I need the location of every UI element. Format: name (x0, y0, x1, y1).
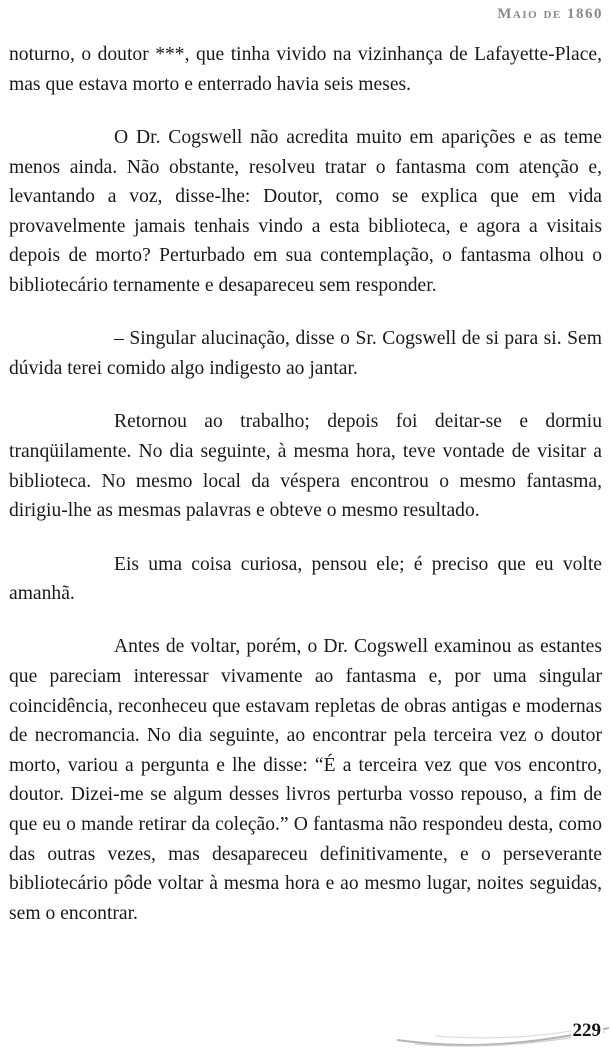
paragraph: O Dr. Cogswell não acredita muito em aparições e as teme menos ainda. Não obstante, resolveu tratar o fantasma com atenção e, levantando a voz, disse-lhe: Doutor, como se explica que em vida provavelmente jamais tenhais vindo a esta biblioteca, e agora a visitais depois de morto? Perturbado em sua contemplação, o fantasma olhou o bibliotecário ternamente e desapareceu sem responder. (9, 126, 602, 296)
paragraph: – Singular alucinação, disse o Sr. Cogswell de si para si. Sem dúvida terei comido algo indigesto ao jantar. (9, 328, 602, 379)
paragraph-continuation: noturno, o doutor ***, que tinha vivido na vizinhança de Lafayette-Place, mas que estava morto e enterrado havia seis meses. (9, 44, 602, 95)
paragraph: Antes de voltar, porém, o Dr. Cogswell examinou as estantes que pareciam interessar vivamente ao fantasma e, por uma singular coincidência, reconheceu que estavam repletas de obras antigas e modernas de necromancia. No dia seguinte, ao encontrar pela terceira vez o doutor morto, variou a pergunta e lhe disse: “É a terceira vez que vos encontro, doutor. Dizei-me se algum desses livros perturba vosso repouso, a fim de que eu o mande retirar da coleção.” O fantasma não respondeu desta, como das outras vezes, mas desapareceu definitivamente, e o perseverante bibliotecário pôde voltar à mesma hora e ao mesmo lugar, noites seguidas, sem o encontrar. (9, 636, 602, 924)
page-body (9, 40, 602, 928)
paragraph: Eis uma coisa curiosa, pensou ele; é preciso que eu volte amanhã. (9, 553, 602, 605)
page-number: 229 (572, 1020, 601, 1041)
paragraph: Retornou ao trabalho; depois foi deitar-se e dormiu tranqüilamente. No dia seguinte, à mesma hora, teve vontade de visitar a biblioteca. No mesmo local da véspera encontrou o mesmo fantasma, dirigiu-lhe as mesmas palavras e obteve o mesmo resultado. (9, 411, 602, 522)
running-head: Maio de 1860 (497, 6, 603, 22)
